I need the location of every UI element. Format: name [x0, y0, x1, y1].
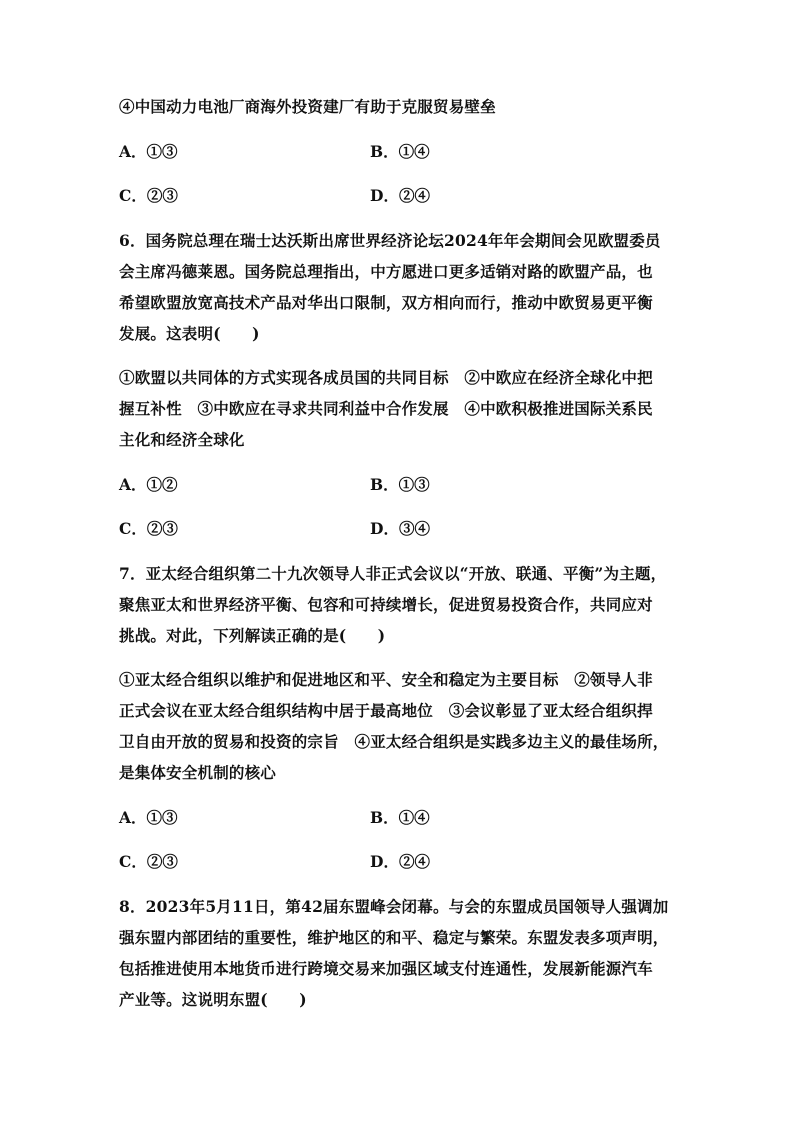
q6-option-b[interactable]: B．①③ — [370, 475, 430, 494]
q7-option-d[interactable]: D．②④ — [370, 852, 430, 871]
q7-stem-line-2: 聚焦亚太和世界经济平衡、包容和可持续增长，促进贸易投资合作，共同应对 — [119, 595, 653, 614]
q7-stem-line-3: 挑战。对此，下列解读正确的是( ) — [119, 626, 386, 645]
q6-option-c[interactable]: C．②③ — [119, 519, 178, 538]
q6-option-a[interactable]: A．①② — [119, 475, 178, 494]
q6-stem-line-4: 发展。这表明( ) — [119, 324, 260, 343]
q5-option-d[interactable]: D．②④ — [370, 186, 430, 205]
q6-statements-line-3: 主化和经济全球化 — [119, 430, 245, 449]
q7-option-b[interactable]: B．①④ — [370, 808, 430, 827]
q8-stem-line-1: 8．2023年5月11日，第42届东盟峰会闭幕。与会的东盟成员国领导人强调加 — [119, 897, 669, 916]
q6-statements-line-1: ①欧盟以共同体的方式实现各成员国的共同目标 ②中欧应在经济全球化中把 — [119, 368, 653, 387]
q6-stem-line-2: 会主席冯德莱恩。国务院总理指出，中方愿进口更多适销对路的欧盟产品，也 — [119, 262, 653, 281]
q6-statements-line-2: 握互补性 ③中欧应在寻求共同利益中合作发展 ④中欧积极推进国际关系民 — [119, 399, 653, 418]
q5-option-b[interactable]: B．①④ — [370, 142, 430, 161]
q7-statements-line-1: ①亚太经合组织以维护和促进地区和平、安全和稳定为主要目标 ②领导人非 — [119, 670, 653, 689]
q7-statements-line-2: 正式会议在亚太经合组织结构中居于最高地位 ③会议彰显了亚太经合组织捍 — [119, 701, 653, 720]
q6-stem-line-1: 6．国务院总理在瑞士达沃斯出席世界经济论坛2024年年会期间会见欧盟委员 — [119, 231, 661, 250]
q5-option-c[interactable]: C．②③ — [119, 186, 178, 205]
q7-stem-line-1: 7．亚太经合组织第二十九次领导人非正式会议以“开放、联通、平衡”为主题， — [119, 564, 667, 583]
q7-statements-line-4: 是集体安全机制的核心 — [119, 763, 277, 782]
q6-option-d[interactable]: D．③④ — [370, 519, 430, 538]
q5-statement-4: ④中国动力电池厂商海外投资建厂有助于克服贸易壁垒 — [119, 97, 496, 116]
q7-option-c[interactable]: C．②③ — [119, 852, 178, 871]
q8-stem-line-4: 产业等。这说明东盟( ) — [119, 990, 307, 1009]
q7-statements-line-3: 卫自由开放的贸易和投资的宗旨 ④亚太经合组织是实践多边主义的最佳场所， — [119, 732, 669, 751]
q5-option-a[interactable]: A．①③ — [119, 142, 178, 161]
q7-option-a[interactable]: A．①③ — [119, 808, 178, 827]
q8-stem-line-3: 包括推进使用本地货币进行跨境交易来加强区域支付连通性，发展新能源汽车 — [119, 959, 653, 978]
q8-stem-line-2: 强东盟内部团结的重要性，维护地区的和平、稳定与繁荣。东盟发表多项声明， — [119, 928, 669, 947]
q6-stem-line-3: 希望欧盟放宽高技术产品对华出口限制，双方相向而行，推动中欧贸易更平衡 — [119, 293, 653, 312]
